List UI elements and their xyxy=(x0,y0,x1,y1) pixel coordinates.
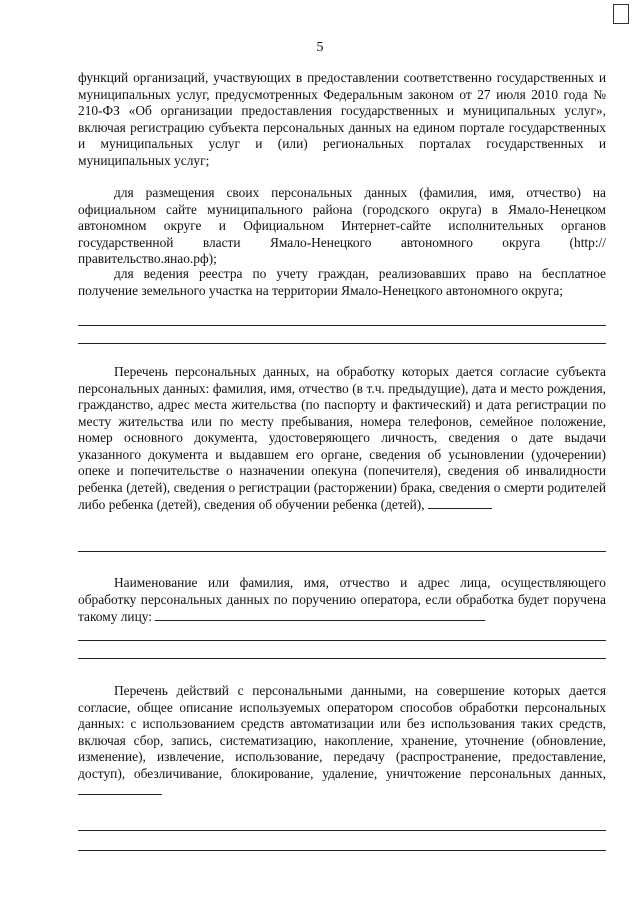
paragraph-publication-purpose xyxy=(78,185,606,268)
paragraph-processing-actions xyxy=(78,683,606,800)
blank-line[interactable] xyxy=(78,640,606,641)
paragraph-processor-name xyxy=(78,575,606,626)
blank-line[interactable] xyxy=(78,830,606,831)
paragraph-text: функций организаций, участвующих в предоставлении соответственно государственных и муниципальных услуг, предусмотренных Федеральным законом от 27 июля 2010 года № 210-ФЗ «Об организации предоставления государственных и муниципальных услуг», включая регистрацию субъекта персональных данных на едином портале государственных и муниципальных услуг и (или) региональных порталах государственных и муниципальных услуг; xyxy=(78,70,606,168)
paragraph-text: Перечень персональных данных, на обработку которых дается согласие субъекта персональных данных: фамилия, имя, отчество (в т.ч. предыдущие), дата и место рождения, гражданство, адрес места жительства (по паспорту и фактический) и дата регистрации по месту жительства или по месту пребывания, номера телефонов, семейное положение, номер основного документа, удостоверяющего личность, сведения о дате выдачи указанного документа и выдавшем его органе, сведения об усыновлении (удочерении) опеке и попечительстве о назначении опекуна (попечителя), сведения об инвалидности ребенка (детей), сведения о регистрации (расторжении) брака, сведения о смерти родителей либо ребенка (детей), сведения об обучении ребенка (детей), xyxy=(78,364,606,512)
paragraph-personal-data-list xyxy=(78,364,606,514)
fill-in-line[interactable] xyxy=(155,608,485,621)
fill-in-line[interactable] xyxy=(78,782,162,795)
blank-line[interactable] xyxy=(78,325,606,326)
blank-line[interactable] xyxy=(78,551,606,552)
paragraph-text: для ведения реестра по учету граждан, реализовавших право на бесплатное получение земельного участка на территории Ямало-Ненецкого автономного округа; xyxy=(78,266,606,298)
page-number: 5 xyxy=(316,40,324,55)
paragraph-text: для размещения своих персональных данных (фамилия, имя, отчество) на официальном сайте муниципального района (городского округа) в Ямало-Ненецком автономном округе и Официальном Интернет-сайте исполнительных органов государственной власти Ямало-Ненецкого автономного округа (http://правительство.янао.рф); xyxy=(78,185,606,266)
paragraph-text: Наименование или фамилия, имя, отчество и адрес лица, осуществляющего обработку персональных данных по поручению оператора, если обработка будет поручена такому лицу: xyxy=(78,575,606,624)
paragraph-text: Перечень действий с персональными данными, на совершение которых дается согласие, общее описание используемых оператором способов обработки персональных данных: с использованием средств автоматизации или без использования таких средств, включая сбор, запись, систематизацию, накопление, хранение, уточнение (обновление, изменение), извлечение, использование, передачу (распространение, предоставление, доступ), обезличивание, блокирование, удаление, уничтожение персональных данных, xyxy=(78,683,606,781)
blank-line[interactable] xyxy=(78,658,606,659)
blank-line[interactable] xyxy=(78,850,606,851)
fill-in-line[interactable] xyxy=(428,496,492,509)
paragraph-registry-purpose xyxy=(78,266,606,299)
corner-box xyxy=(613,4,629,24)
blank-line[interactable] xyxy=(78,343,606,344)
paragraph-purposes-continued xyxy=(78,70,606,169)
